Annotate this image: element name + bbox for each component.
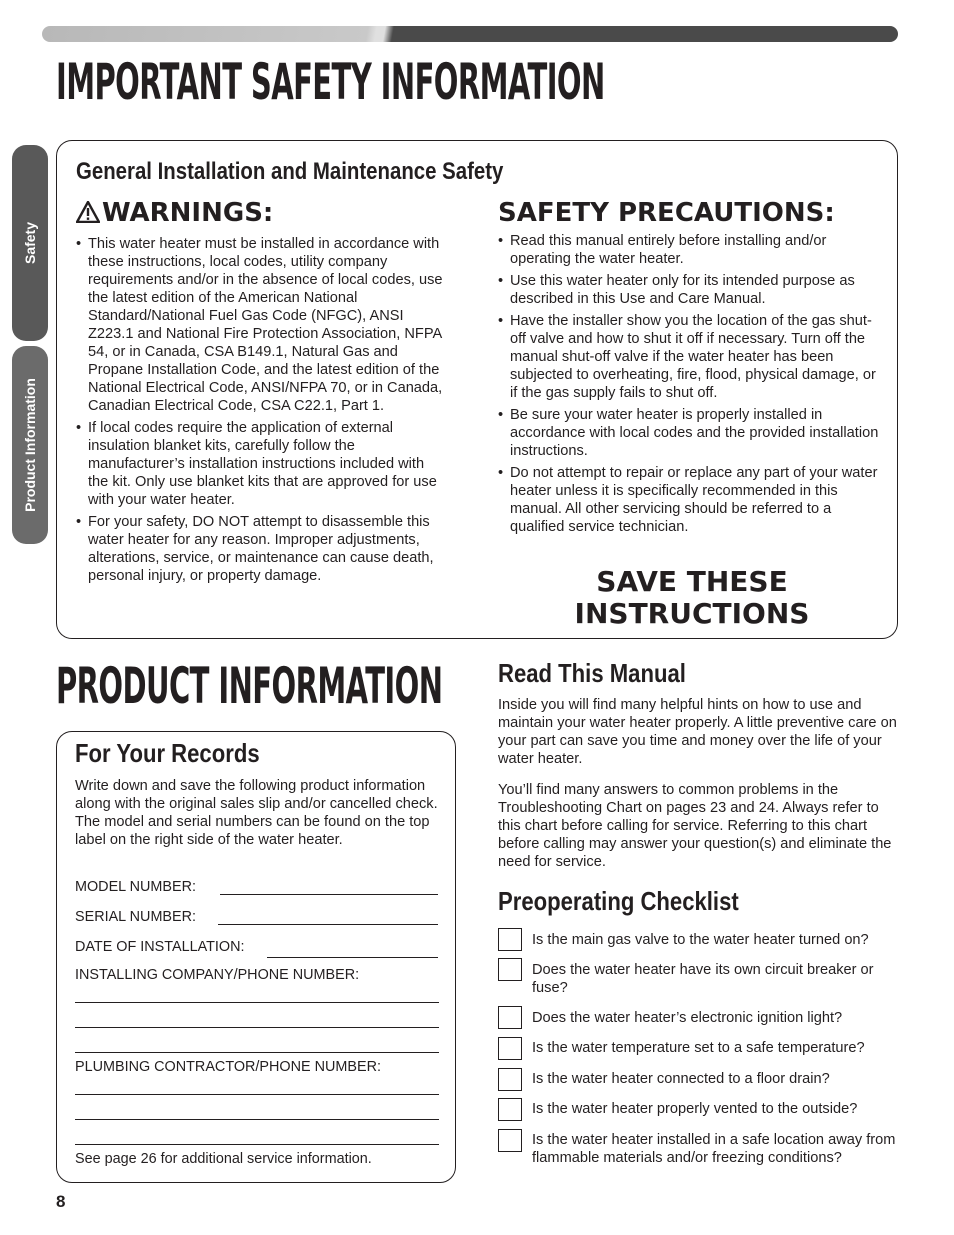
warning-triangle-icon [76,201,100,223]
records-footnote: See page 26 for additional service information. [75,1151,372,1167]
list-item: • If local codes require the application of external insulation blanket kits, carefully follow the manufacturer’s installation instructions included with the kit. Only use blanket kits that are approved for use with your water heater. [76,419,448,509]
installation-date-field[interactable] [267,957,438,958]
side-tab-safety[interactable] [12,145,48,341]
records-intro: Write down and save the following product information along with the original sales slip and/or cancelled check. The model and serial numbers can be found on the top label on the right side of the water heater. [75,778,438,848]
checkbox[interactable] [498,1037,522,1060]
checkbox[interactable] [498,928,522,951]
list-item: • Have the installer show you the location of the gas shut-off valve and how to shut it off if necessary. Turn off the manual shut-off valve if the water heater has been subjected to overheating, fire, flood, physical damage, or if the gas supply fails to shut off. [498,312,882,402]
section-title: General Installation and Maintenance Safety [76,158,504,185]
warnings-list [76,235,448,589]
installing-company-field[interactable] [75,1002,439,1003]
checkbox[interactable] [498,1129,522,1152]
installing-company-field[interactable] [75,1027,439,1028]
list-item: • Read this manual entirely before installing and/or operating the water heater. [498,232,882,268]
checkbox[interactable] [498,1098,522,1121]
read-manual-paragraph: Inside you will find many helpful hints on how to use and maintain your water heater properly. A little preventive care on your part can save you time and money over the life of your water heater. [498,697,897,767]
model-number-label: MODEL NUMBER: [75,879,196,895]
serial-number-field[interactable] [218,924,438,925]
side-tab-product-information[interactable] [12,346,48,544]
checkbox[interactable] [498,1068,522,1091]
installing-company-label: INSTALLING COMPANY/PHONE NUMBER: [75,967,360,983]
plumbing-contractor-field[interactable] [75,1119,439,1120]
serial-number-label: SERIAL NUMBER: [75,909,197,925]
records-title: For Your Records [75,738,260,768]
side-tab-label: Product Information [22,378,38,512]
page-title: IMPORTANT SAFETY INFORMATION [56,53,605,111]
checklist-item-label: Is the main gas valve to the water heater turned on? [532,932,869,948]
list-item: • Be sure your water heater is properly installed in accordance with local codes and the provided installation instructions. [498,406,882,460]
installing-company-field[interactable] [75,1052,439,1053]
save-instructions-heading [560,566,824,630]
save-line: SAVE THESE [596,565,788,598]
checklist-title: Preoperating Checklist [498,886,739,916]
installation-date-label: DATE OF INSTALLATION: [75,939,245,955]
warnings-heading [76,198,273,228]
list-item: • This water heater must be installed in accordance with these instructions, local codes, utility company requirements and/or in the absence of local codes, use the latest edition of the American National Standard/National Fuel Gas Code (NFGC), ANSI Z223.1 and National Fire Protection Association, NFPA 54, or in Canada, CSA B149.1, Natural Gas and Propane Installation Code, and the latest edition of the National Electrical Code, ANSI/NFPA 70, or in Canada, Canadian Electrical Code, CSA C22.1, Part 1. [76,235,448,415]
checklist-item-label: Is the water temperature set to a safe temperature? [532,1040,865,1056]
warnings-title: WARNINGS: [102,198,274,228]
list-item: • Do not attempt to repair or replace any part of your water heater unless it is specifically recommended in this manual. All other servicing should be referred to a qualified service technician. [498,464,882,536]
header-bar [42,26,898,42]
checkbox[interactable] [498,1006,522,1029]
checkbox[interactable] [498,958,522,981]
list-item: • For your safety, DO NOT attempt to disassemble this water heater for any reason. Improper adjustments, alterations, service, or maintenance can cause death, personal injury, or property damage. [76,513,448,585]
precautions-title: SAFETY PRECAUTIONS: [498,198,835,228]
checklist-item-label: Is the water heater installed in a safe location away from flammable materials and/or freezing conditions? [532,1132,896,1166]
plumbing-contractor-field[interactable] [75,1144,439,1145]
precautions-list [498,232,882,540]
read-manual-title: Read This Manual [498,658,686,688]
plumbing-contractor-label: PLUMBING CONTRACTOR/PHONE NUMBER: [75,1059,381,1075]
side-tab-label: Safety [22,221,38,265]
checklist-item-label: Is the water heater connected to a floor drain? [532,1071,830,1087]
save-line: INSTRUCTIONS [574,597,810,630]
plumbing-contractor-field[interactable] [75,1094,439,1095]
checklist-item-label: Does the water heater have its own circuit breaker or fuse? [532,962,874,996]
model-number-field[interactable] [220,894,438,895]
checklist-item-label: Is the water heater properly vented to the outside? [532,1101,858,1117]
checklist-item-label: Does the water heater’s electronic ignition light? [532,1010,843,1026]
read-manual-paragraph: You’ll find many answers to common problems in the Troubleshooting Chart on pages 23 and 24. Always refer to this chart before calling for service. Referring to this chart before calling may answer your question(s) and eliminate the need for service. [498,782,892,870]
product-information-title: PRODUCT INFORMATION [56,657,443,715]
page-number: 8 [56,1192,66,1211]
list-item: • Use this water heater only for its intended purpose as described in this Use and Care Manual. [498,272,882,308]
